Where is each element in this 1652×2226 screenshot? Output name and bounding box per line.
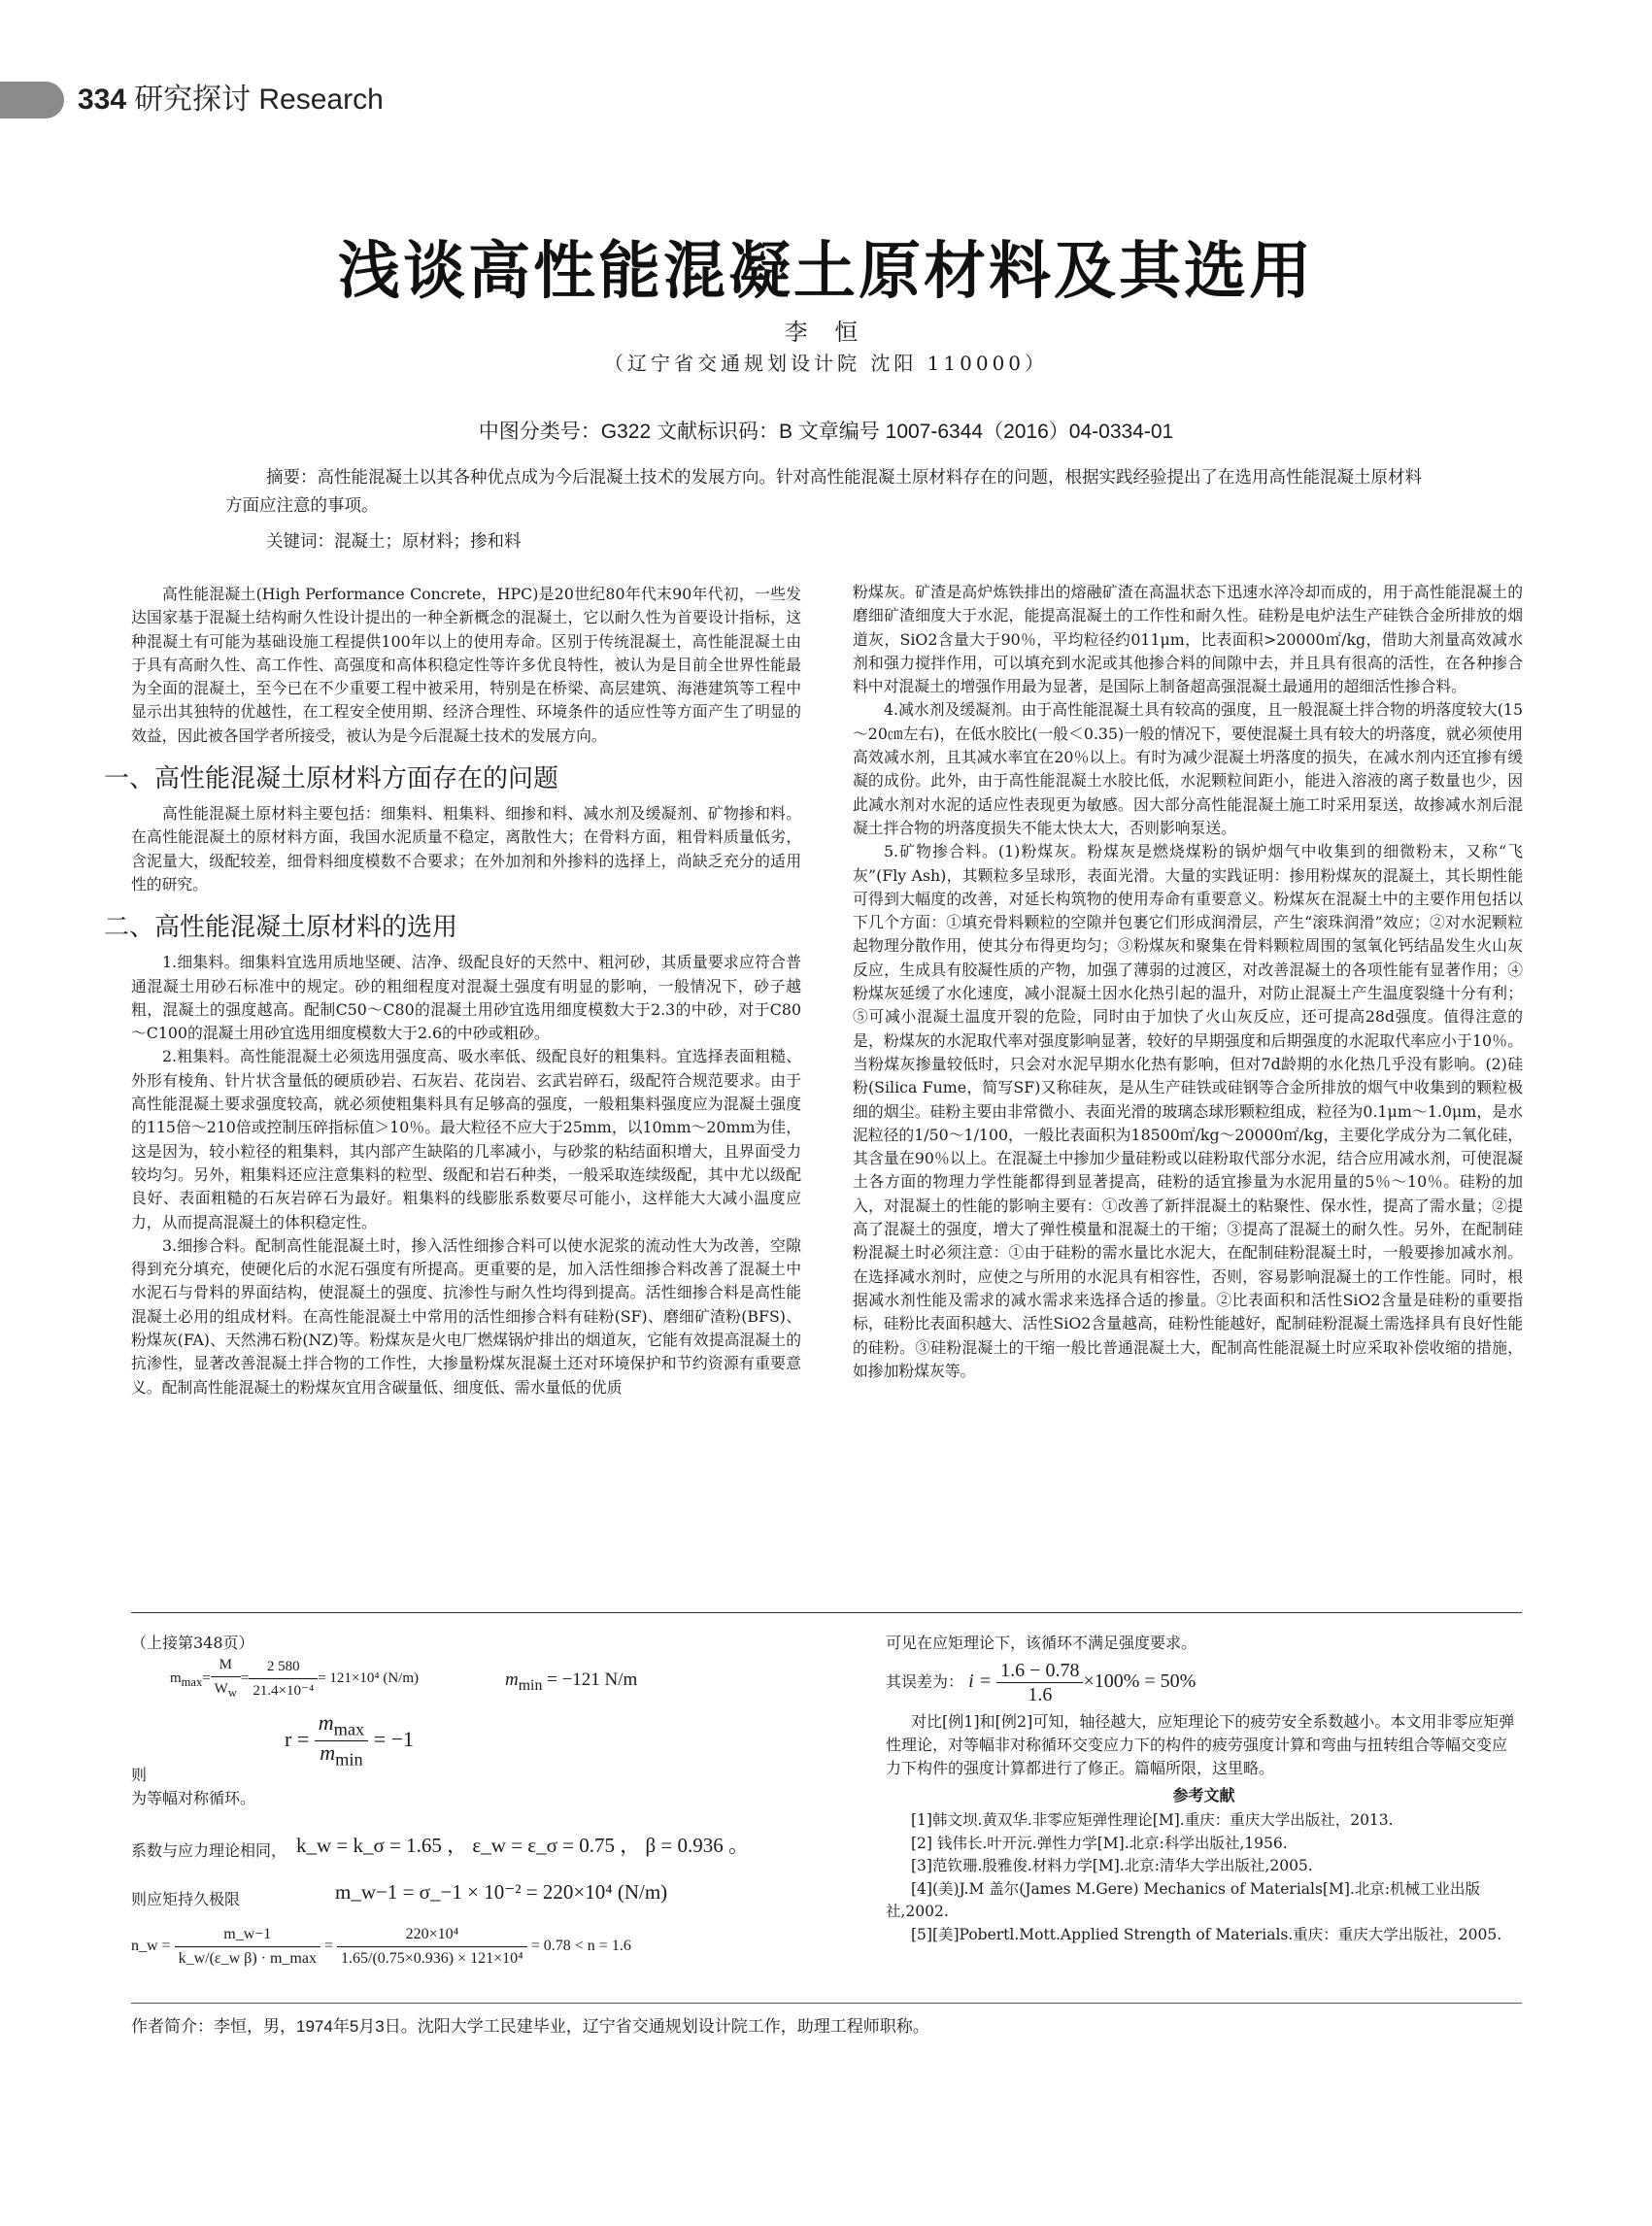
limit-label: 则应矩持久极限 xyxy=(131,1890,241,1908)
reference-item: [3]范钦珊.殷雅俊.材料力学[M].北京:清华大学出版社,2005. xyxy=(911,1857,1313,1874)
classification-line: 中图分类号：G322 文献标识码：B 文章编号 1007-6344（2016）04-0334-01 xyxy=(478,421,1174,443)
paragraph: 可见在应矩理论下，该循环不满足强度要求。 xyxy=(886,1634,1197,1652)
continued-note: （上接第348页） xyxy=(131,1634,254,1652)
right-column xyxy=(853,581,1523,1383)
paragraph: 1.细集料。细集料宜选用质地坚硬、洁净、级配良好的天然中、粗河砂，其质量要求应符合普通混凝土用砂石标准中的规定。砂的粗细程度对混凝土强度有明显的影响，一般情况下，砂子越粗，混凝土的强度越高。配制C50～C80的混凝土用砂宜选用细度模数大于2.3的中砂，对于C80～C100的混凝土用砂宜选用细度模数大于2.6的中砂或粗砂。 xyxy=(131,953,801,1043)
section-label: 研究探讨 Research xyxy=(134,84,384,116)
denominator: 1.6 xyxy=(1028,1684,1053,1705)
paragraph: 粉煤灰。矿渣是高炉炼铁排出的熔融矿渣在高温状态下迅速水淬冷却而成的，用于高性能混凝土的磨细矿渣细度大于水泥，能提高混凝土的工作性和耐久性。硅粉是电炉法生产硅铁合金所排放的烟道灰，SiO2含量大于90％，平均粒径约011μm，比表面积>20000㎡/kg，借助大剂量高效减水剂和强力搅拌作用，可以填充到水泥或其他掺合料的间隙中去，并且具有很高的活性，在各种掺合料中对混凝土的增强作用最为显著，是国际上制备超高强混凝土最通用的超细活性掺合料。 xyxy=(853,583,1523,696)
equation-limit: m_w−1 = σ_−1 × 10⁻² = 220×10⁴ (N/m) xyxy=(335,1880,668,1904)
footer-divider xyxy=(131,2003,1522,2004)
paragraph: 对比[例1]和[例2]可知，轴径越大，应矩理论下的疲劳安全系数越小。本文用非零应矩弹性理论，对等幅非对称循环交变应力下的构件的疲劳强度计算和弯曲与扭转组合等幅交变应力下构件的强度计算都进行了修正。篇幅所限，这里略。 xyxy=(886,1712,1515,1777)
fraction xyxy=(211,1653,241,1704)
reference-item: [1]韩文坝.黄双华.非零应矩弹性理论[M].重庆：重庆大学出版社，2013. xyxy=(911,1811,1394,1829)
paragraph: 5.矿物掺合料。(1)粉煤灰。粉煤灰是燃烧煤粉的锅炉烟气中收集到的细微粉末，又称“飞灰”(Fly Ash)，其颗粒多呈球形，表面光滑。大量的实践证明：掺用粉煤灰的混凝土，其长期性能可得到大幅度的改善，对延长构筑物的使用寿命有重要意义。粉煤灰在混凝土中的主要作用包括以下几个方面：①填充骨料颗粒的空隙并包裹它们形成润滑层，产生“滚珠润滑”效应；②对水泥颗粒起物理分散作用，使其分布得更均匀；③粉煤灰和聚集在骨料颗粒周围的氢氧化钙结晶发生火山灰反应，生成具有胶凝性质的产物，加强了薄弱的过渡区，对改善混凝土的各项性能有显著作用；④粉煤灰延缓了水化速度，减小混凝土因水化热引起的温升，对防止混凝土产生温度裂缝十分有利；⑤可减小混凝土温度开裂的危险，同时由于加快了火山灰反应，还可提高28d强度。值得注意的是，粉煤灰的水泥取代率对强度影响显著，较好的早期强度和后期强度的水泥取代率应小于10％。当粉煤灰掺量较低时，只会对水泥早期水化热有影响，但对7d龄期的水化热几乎没有影响。(2)硅粉(Silica Fume，简写SF)又称硅灰，是从生产硅铁或硅钢等合金所排放的烟气中收集到的颗粒极细的烟尘。硅粉主要由非常微小、表面光滑的玻璃态球形颗粒组成，粒径为0.1μm～1.0μm，是水泥粒径的1/50～1/100，一般比表面积为18500㎡/kg～20000㎡/kg，主要化学成分为二氧化硅，其含量在90％以上。在混凝土中掺加少量硅粉或以硅粉取代部分水泥，结合应用减水剂，可使混凝土各方面的物理力学性能都得到显著提高，硅粉的适宜掺量为水泥用量的5％～10％。硅粉的加入，对混凝土的性能的影响主要有：①改善了新拌混凝土的粘聚性、保水性，提高了需水量；②提高了混凝土的强度，增大了弹性模量和混凝土的干缩；③提高了混凝土的耐久性。另外，在配制硅粉混凝土时必须注意：①由于硅粉的需水量比水泥大，在配制硅粉混凝土时，一般要掺加减水剂。在选择减水剂时，应使之与所用的水泥具有相容性，否则，容易影响混凝土的工作性能。同时，根据减水剂性能及需求的减水需求来选择合适的掺量。②比表面积和活性SiO2含量是硅粉的重要指标，硅粉比表面积越大、活性SiO2含量越高，硅粉性能越好，配制硅粉混凝土需选择具有良好性能的硅粉。③硅粉混凝土的干缩一般比普通混凝土大，配制高性能混凝土时应采取补偿收缩的措施，如掺加粉煤灰等。 xyxy=(853,842,1523,1380)
numerator: 2 580 xyxy=(249,1655,318,1679)
num-text: m xyxy=(318,1710,334,1735)
intro-paragraph: 高性能混凝土(High Performance Concrete，HPC)是20世纪80年代末90年代初，一些发达国家基于混凝土结构耐久性设计提出的一种全新概念的混凝土，它以耐久性为首要设计指标，这种混凝土有可能为基础设施工程提供100年以上的使用寿命。区别于传统混凝土，高性能混凝土由于具有高耐久性、高工作性、高强度和高体积稳定性等许多优良特性，被认为是目前全世界性能最为全面的混凝土，至今已在不少重要工程中被采用，特别是在桥梁、高层建筑、海港建筑等工程中显示出其独特的优越性，在工程安全使用期、经济合理性、环境条件的适应性等方面产生了明显的效益，因此被各国学者所接受，被认为是今后混凝土技术的发展方向。 xyxy=(131,585,801,745)
paragraph: 高性能混凝土原材料主要包括：细集料、粗集料、细掺和料、减水剂及缓凝剂、矿物掺和料。在高性能混凝土的原材料方面，我国水泥质量不稳定，离散性大；在骨料方面，粗骨料质量低劣，含泥量大，级配较差，细骨料细度模数不合要求；在外加剂和外掺料的选择上，尚缺乏充分的适用性的研究。 xyxy=(131,804,801,894)
reference-item: [2] 钱伟长.叶开沅.弹性力学[M].北京:科学出版社,1956. xyxy=(911,1834,1288,1852)
equation-m-min: $m_{min} = -121$ N/m xyxy=(505,1670,638,1694)
denominator: k_w/(ε_w β) · m_max xyxy=(178,1950,317,1967)
reference-item: [4](美)J.M 盖尔(James M.Gere) Mechanics of Materials[M].北京:机械工业出版社,2002. xyxy=(886,1879,1481,1920)
header-bar xyxy=(0,82,64,118)
symmetric-label: 为等幅对称循环。 xyxy=(131,1789,256,1807)
paragraph: 4.减水剂及缓凝剂。由于高性能混凝土具有较高的强度，且一般混凝土拌合物的坍落度较大(15～20㎝左右)，在低水胶比(一般＜0.35)一般的情况下，要使混凝土具有较大的坍落度，就必须使用高效减水剂，且其减水率宜在20％以上。有时为减少混凝土坍落度的损失，在减水剂内还宜掺有缓凝的成份。此外，由于高性能混凝土水胶比低，水泥颗粒间距小，能进入溶液的离子数量也少，因此减水剂对水泥的适应性表现更为敏感。因大部分高性能混凝土施工时采用泵送，故掺减水剂后混凝土拌合物的坍落度损失不能太快太大，否则影响泵送。 xyxy=(853,700,1523,837)
numerator: m_w−1 xyxy=(175,1923,320,1947)
eq-text: i = xyxy=(968,1670,993,1693)
eq-text: = −1 xyxy=(373,1726,415,1751)
paragraph: 2.粗集料。高性能混凝土必须选用强度高、吸水率低、级配良好的粗集料。宜选择表面粗糙、外形有棱角、针片状含量低的硬质砂岩、石灰岩、花岗岩、玄武岩碎石，级配符合规范要求。由于高性能混凝土要求强度较高，就必须使粗集料具有足够高的强度，一般粗集料强度应为混凝土强度的115倍～210倍或控制压碎指标值＞10％。最大粒径不应大于25mm，以10mm～20mm为佳，这是因为，较小粒径的粗集料，其内部产生缺陷的几率减小，与砂浆的粘结面积增大，且界面受力较均匀。另外，粗集料还应注意集料的粒型、级配和岩石种类，一般采取连续级配，其中尤以级配良好、表面粗糙的石灰岩碎石为最好。粗集料的线膨胀系数要尽可能小，这样能大大减小温度应力，从而提高混凝土的体积稳定性。 xyxy=(131,1047,801,1231)
numerator: 1.6 − 0.78 xyxy=(996,1659,1083,1683)
denominator: 1.65/(0.75×0.936) × 121×10⁴ xyxy=(341,1950,523,1967)
section-divider xyxy=(131,1612,1522,1613)
equation-m-max: $m_{max}=$ $\frac{M}{W_w}$ = $\frac{2 580}{\text{21.4×10⁻⁴}}$ = 121×10⁴ (N/m) xyxy=(170,1653,419,1704)
coef-values: k_w = k_σ = 1.65 ， ε_w = ε_σ = 0.75 ， β = 0.936 。 xyxy=(296,1834,750,1857)
author: 李 恒 xyxy=(784,319,868,346)
page-number: 334 xyxy=(78,84,127,116)
numerator: $m_{max}$ xyxy=(315,1711,368,1741)
fraction xyxy=(249,1655,318,1703)
denominator: $m_{min}$ xyxy=(320,1740,363,1770)
eq-text: m xyxy=(170,1670,182,1686)
equation-r xyxy=(285,1711,414,1771)
numerator: 220×10⁴ xyxy=(337,1923,527,1947)
eq-text: ×100% = 50% xyxy=(1083,1670,1197,1693)
paragraph: 3.细掺合料。配制高性能混凝土时，掺入活性细掺合料可以使水泥浆的流动性大为改善，空隙得到充分填充，使硬化后的水泥石强度有所提高。更重要的是，加入活性细掺合料改善了混凝土中水泥石与骨料的界面结构，使混凝土的强度、抗渗性与耐久性均得到提高。活性细掺合料是高性能混凝土必用的组成材料。在高性能混凝土中常用的活性细掺合料有硅粉(SF)、磨细矿渣粉(BFS)、粉煤灰(FA)、天然沸石粉(NZ)等。粉煤灰是火电厂燃煤锅炉排出的烟道灰，它能有效提高混凝土的抗渗性，显著改善混凝土拌合物的工作性，大掺量粉煤灰混凝土还对环境保护和节约资源有重要意义。配制高性能混凝土的粉煤灰宜用含碳量低、细度低、需水量低的优质 xyxy=(131,1235,801,1397)
references-title: 参考文献 xyxy=(1172,1786,1235,1804)
numerator: M xyxy=(211,1653,241,1677)
keywords: 关键词：混凝土；原材料；掺和料 xyxy=(266,532,522,552)
reference-item: [5][美]Pobertl.Mott.Applied Strength of Materials.重庆：重庆大学出版社，2005. xyxy=(911,1925,1502,1943)
continuation-right xyxy=(886,1632,1522,1946)
left-column xyxy=(104,583,801,1400)
section-heading-1: 一、高性能混凝土原材料方面存在的问题 xyxy=(104,763,559,793)
eq-result: = 121×10⁴ (N/m) xyxy=(318,1670,420,1686)
den-text: m xyxy=(320,1740,336,1766)
den-text: W xyxy=(214,1681,228,1697)
eq-text: = xyxy=(323,1938,333,1955)
eq-text: r = xyxy=(285,1726,310,1751)
fraction xyxy=(337,1923,527,1971)
page-header xyxy=(78,82,384,118)
fraction xyxy=(996,1659,1083,1706)
fraction xyxy=(315,1711,368,1771)
equation-nw xyxy=(131,1923,631,1971)
section-heading-2: 二、高性能混凝土原材料的选用 xyxy=(104,912,458,942)
eq-text: n_w = xyxy=(131,1938,171,1955)
coef-label: 系数与应力理论相同， xyxy=(131,1841,287,1860)
then-label: 则 xyxy=(131,1766,148,1784)
abstract: 摘要：高性能混凝土以其各种优点成为今后混凝土技术的发展方向。针对高性能混凝土原材料存在的问题，根据实践经验提出了在选用高性能混凝土原材料方面应注意的事项。 xyxy=(225,468,1422,516)
error-math xyxy=(968,1660,1197,1705)
eq-text: = −121 N/m xyxy=(547,1670,638,1690)
denominator: 21.4×10⁻⁴ xyxy=(253,1683,315,1699)
affiliation: （辽宁省交通规划设计院 沈阳 110000） xyxy=(603,352,1049,375)
author-bio: 作者简介：李恒，男，1974年5月3日。沈阳大学工民建毕业，辽宁省交通规划设计院工作，助理工程师职称。 xyxy=(131,2017,929,2036)
denominator: $W_w$ xyxy=(214,1681,237,1700)
error-label: 其误差为： xyxy=(886,1672,964,1692)
fraction xyxy=(175,1923,320,1971)
eq-text: = 0.78 < n = 1.6 xyxy=(530,1938,631,1955)
article-title: 浅谈高性能混凝土原材料及其选用 xyxy=(338,235,1314,308)
error-equation xyxy=(886,1659,1522,1706)
